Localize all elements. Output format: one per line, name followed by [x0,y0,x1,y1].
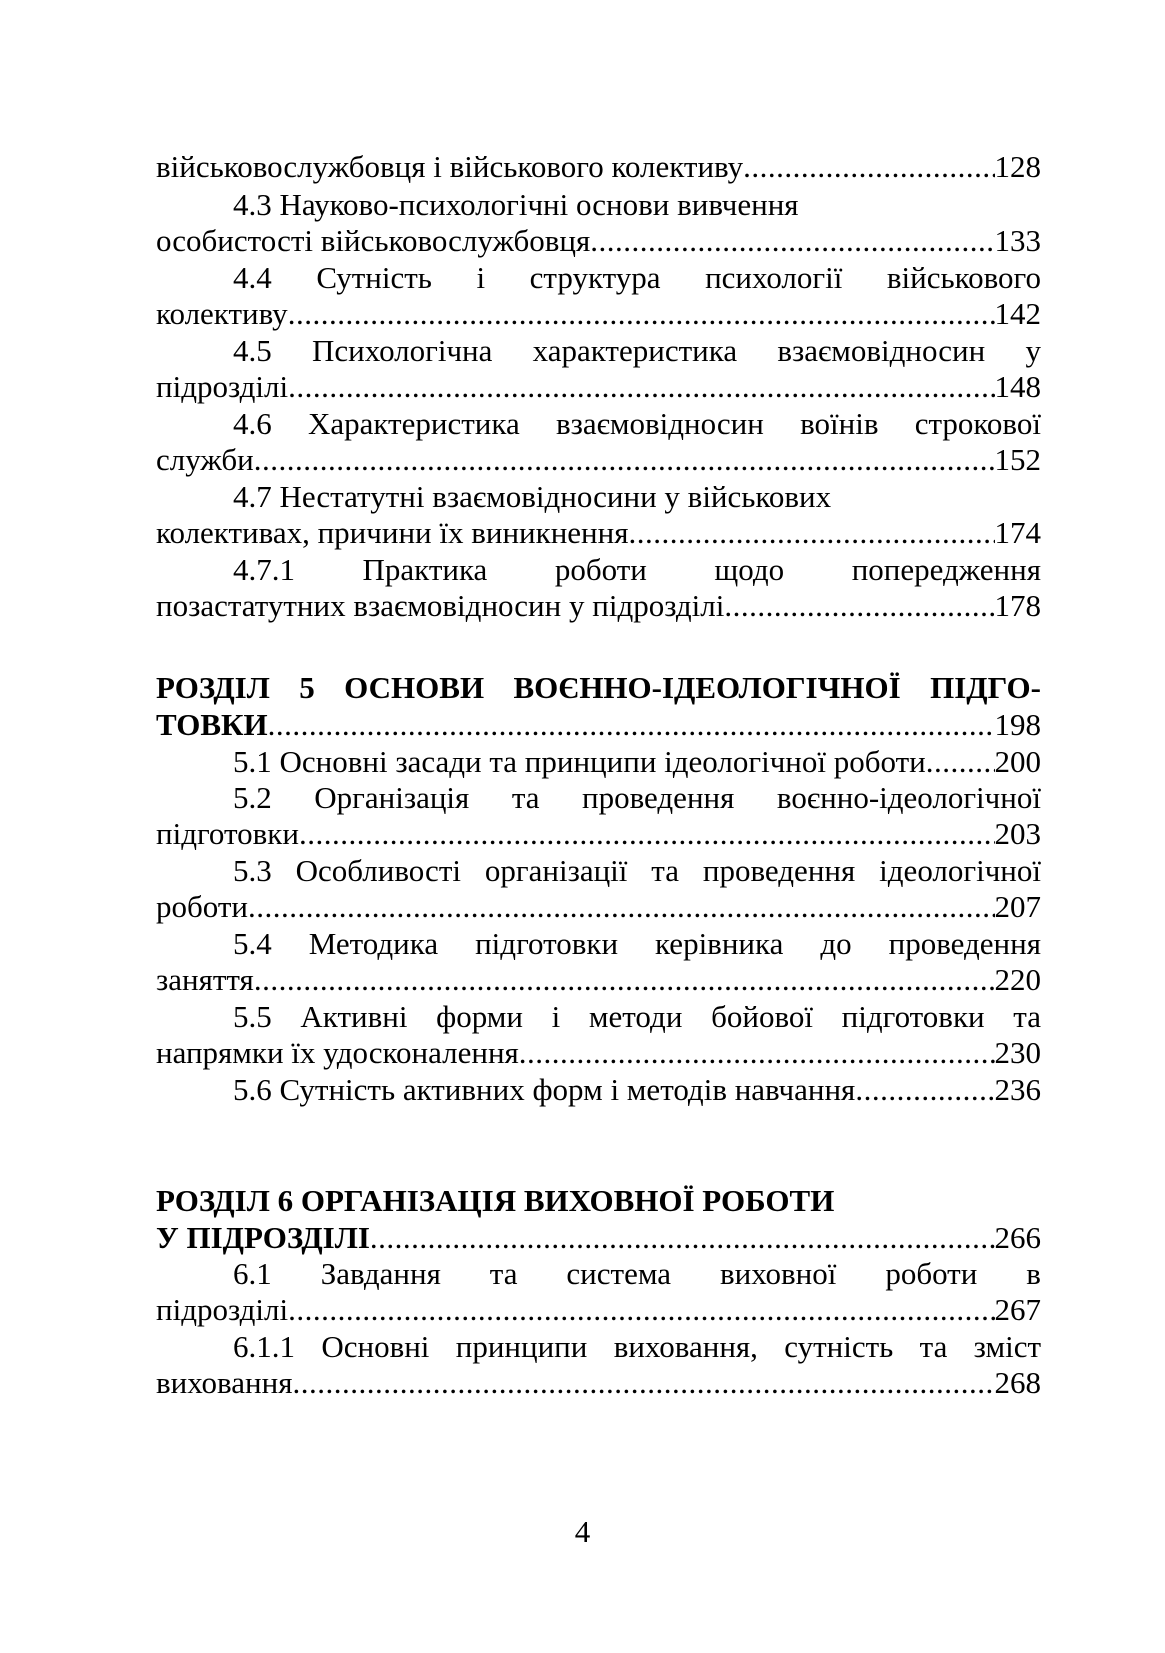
toc-word: сутність [784,1329,894,1364]
toc-word: бойової [711,999,813,1034]
toc-entry-text: 4.3 Науково-психологічні основи вивчення [233,187,799,222]
toc-entry-4-7-line2 [156,514,1041,552]
dot-leader [248,888,994,926]
toc-entry-text: військовослужбовця і військового колективу [156,149,744,184]
toc-entry-5-5-line1 [233,998,1041,1036]
toc-entry-text: ТОВКИ [156,707,268,742]
toc-word: виховання, [613,1329,758,1364]
dot-leader [743,148,994,186]
toc-word: 4.5 [233,333,272,368]
toc-word: воїнів [800,406,879,441]
toc-page-number: 128 [994,149,1041,184]
toc-word: Активні [300,999,408,1034]
toc-entry-4-6-line1 [233,405,1041,443]
toc-word: зміст [973,1329,1041,1364]
toc-entry-5-1 [233,743,1041,781]
toc-entry-text: виховання [156,1365,293,1400]
toc-entry-4-5-line2 [156,368,1041,406]
toc-word: керівника [655,926,784,961]
toc-word: проведення [702,853,856,888]
toc-word: Завдання [320,1256,441,1291]
toc-word: принципи [455,1329,588,1364]
toc-page-number: 203 [994,816,1041,851]
toc-entry-text: служби [156,442,254,477]
toc-section-6-heading-line2 [156,1219,1041,1257]
dot-leader [288,295,995,333]
toc-entry-6-1-line2 [156,1291,1041,1329]
toc-entry-5-6 [233,1071,1041,1109]
toc-word: ОСНОВИ [344,670,485,705]
toc-word: ПІДГО- [930,670,1041,705]
toc-word: 5.2 [233,780,272,815]
toc-word: 4.6 [233,406,272,441]
toc-entry-5-2-line2 [156,815,1041,853]
toc-word: та [1013,999,1041,1034]
toc-entry-4-3-line1 [233,186,1041,224]
toc-entry-4-6-line2 [156,441,1041,479]
toc-entry-text: 5.6 Сутність активних форм і методів навчання [233,1072,856,1107]
toc-section-6-heading-line1 [156,1182,1041,1220]
toc-word: взаємовідносин [777,333,986,368]
dot-leader [288,368,994,406]
toc-page-number: 220 [994,962,1041,997]
toc-entry-6-1-1-line1 [233,1328,1041,1366]
toc-entry-text: заняття [156,962,254,997]
dot-leader [724,587,994,625]
toc-page-number: 152 [994,442,1041,477]
toc-entry-5-4-line1 [233,925,1041,963]
toc-word: роботи [885,1256,978,1291]
toc-entry-text: У ПІДРОЗДІЛІ [156,1220,370,1255]
dot-leader [288,1291,994,1329]
toc-word: Особливості [295,853,461,888]
toc-word: 5 [299,670,315,705]
dot-leader [370,1219,995,1257]
toc-entry-4-4-line1 [233,259,1041,297]
dot-leader [299,815,995,853]
toc-word: виховної [719,1256,837,1291]
dot-leader [292,1364,994,1402]
toc-page-number: 142 [994,296,1041,331]
toc-word: 6.1 [233,1256,272,1291]
toc-page-number: 178 [994,588,1041,623]
toc-entry-text: позастатутних взаємовідносин у підрозділі [156,588,725,623]
toc-word: Основні [321,1329,430,1364]
toc-word: система [566,1256,672,1291]
dot-leader [268,706,995,744]
toc-word: попередження [851,552,1041,587]
toc-word: проведення [582,780,735,815]
toc-word: 5.4 [233,926,272,961]
toc-word: та [651,853,679,888]
toc-page-number: 133 [994,223,1041,258]
toc-word: Сутність [316,260,432,295]
toc-entry-6-1-1-line2 [156,1364,1041,1402]
toc-word: взаємовідносин [555,406,764,441]
toc-word: проведення [888,926,1041,961]
toc-word: психології [705,260,843,295]
toc-page-number: 148 [994,369,1041,404]
toc-section-5-heading-line1 [156,669,1041,707]
toc-entry-5-3-line2 [156,888,1041,926]
dot-leader [926,743,995,781]
toc-word: методи [588,999,683,1034]
toc-word: підготовки [841,999,985,1034]
toc-entry-text: роботи [156,889,249,924]
toc-entry-text: підрозділі [156,1292,289,1327]
toc-entry-6-1-line1 [233,1255,1041,1293]
toc-word: ВОЄННО-ІДЕОЛОГІЧНОЇ [513,670,901,705]
toc-entry-4-7-1-line2 [156,587,1041,625]
toc-word: 4.7.1 [233,552,295,587]
toc-word: РОЗДІЛ [156,670,270,705]
dot-leader [519,1034,995,1072]
toc-page-number: 198 [994,707,1041,742]
dot-leader [590,222,994,260]
toc-entry-text: підрозділі [156,369,289,404]
toc-entry-5-5-line2 [156,1034,1041,1072]
toc-entry-5-3-line1 [233,852,1041,890]
dot-leader [855,1071,994,1109]
toc-entry-4-5-line1 [233,332,1041,370]
toc-word: строкової [914,406,1041,441]
toc-page-number: 174 [994,515,1041,550]
toc-entry-text: колективу [156,296,288,331]
toc-page-number: 236 [994,1072,1041,1107]
toc-entry-text: РОЗДІЛ 6 ОРГАНІЗАЦІЯ ВИХОВНОЇ РОБОТИ [156,1183,835,1218]
toc-entry-text: колективах, причини їх виникнення [156,515,629,550]
toc-word: в [1026,1256,1041,1291]
toc-page-number: 266 [994,1220,1041,1255]
toc-entry-text: особистості військовослужбовця [156,223,591,258]
toc-word: у [1025,333,1041,368]
toc-page-number: 267 [994,1292,1041,1327]
toc-page-number: 268 [994,1365,1041,1400]
toc-entry-4-7-1-line1 [233,551,1041,589]
toc-entry-text: 4.7 Нестатутні взаємовідносини у військових [233,479,832,514]
toc-entry-text: напрямки їх удосконалення [156,1035,519,1070]
toc-section-5-heading-line2 [156,706,1041,744]
toc-entry-text: 5.1 Основні засади та принципи ідеологічної роботи [233,744,926,779]
toc-word: підготовки [475,926,619,961]
toc-word: та [511,780,540,815]
toc-entry-4-2-line2 [156,148,1041,186]
toc-entry-text: підготовки [156,816,299,851]
toc-entry-4-7-line1 [233,478,1041,516]
toc-word: до [820,926,852,961]
toc-word: 5.5 [233,999,272,1034]
toc-page-number: 200 [994,744,1041,779]
toc-word: щодо [714,552,785,587]
dot-leader [254,961,995,999]
toc-word: 4.4 [233,260,272,295]
toc-entry-4-4-line2 [156,295,1041,333]
dot-leader [629,514,995,552]
toc-word: Методика [308,926,439,961]
toc-word: та [919,1329,948,1364]
toc-word: Психологічна [312,333,493,368]
toc-entry-5-4-line2 [156,961,1041,999]
toc-page-number: 230 [994,1035,1041,1070]
toc-entry-5-2-line1 [233,779,1041,817]
toc-word: і [551,999,561,1034]
toc-page-number: 207 [994,889,1041,924]
toc-word: ідеологічної [879,853,1041,888]
page-number: 4 [574,1514,591,1549]
toc-word: та [489,1256,518,1291]
toc-word: організації [484,853,628,888]
toc-word: структура [529,260,661,295]
toc-entry-4-3-line2 [156,222,1041,260]
toc-word: характеристика [532,333,738,368]
toc-word: Практика [362,552,488,587]
dot-leader [254,441,995,479]
toc-word: військового [886,260,1041,295]
toc-word: форми [436,999,523,1034]
toc-word: воєнно-ідеологічної [776,780,1041,815]
toc-word: Організація [314,780,470,815]
toc-word: Характеристика [308,406,520,441]
toc-word: 6.1.1 [233,1329,295,1364]
toc-word: 5.3 [233,853,272,888]
toc-word: і [476,260,486,295]
toc-word: роботи [554,552,647,587]
